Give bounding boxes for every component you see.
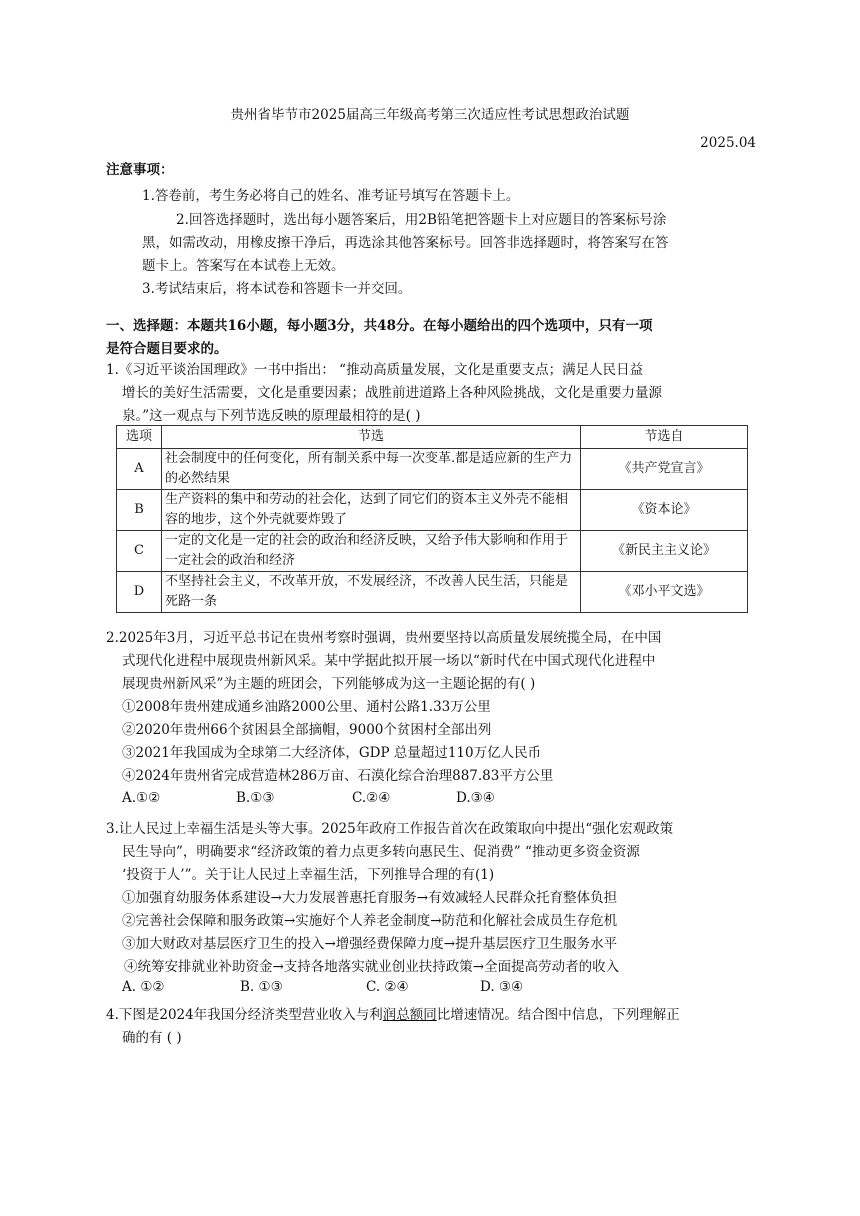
table-row	[117, 490, 748, 531]
q4-line-1	[106, 1003, 680, 1023]
q3-option-a[interactable]: A. ①②	[122, 979, 165, 995]
table-cell-option: D	[117, 572, 162, 613]
q1-line-3: 泉。”这一观点与下列节选反映的原理最相符的是( )	[122, 408, 421, 424]
q2-item-4: ④2024年贵州省完成营造林286万亩、石漠化综合治理887.83平方公里	[122, 768, 554, 784]
section-1-line-2: 是符合题目要求的。	[106, 341, 228, 357]
table-cell-excerpt: 社会制度中的任何变化，所有制关系中每一次变革.都是适应新的生产力的必然结果	[162, 449, 581, 490]
table-cell-source: 《共产党宣言》	[581, 449, 748, 490]
q4-line-1-underlined: 润总额同	[382, 1007, 437, 1023]
q1-excerpt-table	[116, 425, 748, 613]
q4-line-1-text-a: 4.下图是2024年我国分经济类型营业收入与利	[106, 1007, 383, 1023]
q2-line-3: 展现贵州新风采”为主题的班团会，下列能够成为这一主题论据的有( )	[122, 676, 536, 692]
notice-item-2-line-3: 题卡上。答案写在本试卷上无效。	[142, 258, 345, 274]
table-header-excerpt: 节选	[162, 426, 581, 449]
q4-line-1-text-b: 比增速情况。结合图中信息，下列理解正	[436, 1007, 680, 1023]
q2-line-1: 2.2025年3月，习近平总书记在贵州考察时强调，贵州要坚持以高质量发展统揽全局，在中国	[106, 630, 662, 646]
q2-item-1: ①2008年贵州建成通乡油路2000公里、通村公路1.33万公里	[122, 699, 491, 715]
q3-line-3: ‘投资于人’”。关于让人民过上幸福生活，下列推导合理的有(1)	[122, 867, 495, 883]
table-cell-excerpt: 一定的文化是一定的社会的政治和经济反映，又给予伟大影响和作用于一定社会的政治和经济	[162, 531, 581, 572]
q4-line-2: 确的有 ( )	[122, 1030, 182, 1046]
table-cell-option: A	[117, 449, 162, 490]
q2-item-2: ②2020年贵州66个贫困县全部摘帽，9000个贫困村全部出列	[122, 722, 492, 738]
notice-item-2-line-1: 2.回答选择题时，选出每小题答案后，用2B铅笔把答题卡上对应题目的答案标号涂	[176, 212, 667, 228]
q3-option-b[interactable]: B. ①③	[240, 979, 283, 995]
q3-item-3: ③加大财政对基层医疗卫生的投入→增强经费保障力度→提升基层医疗卫生服务水平	[122, 936, 618, 952]
table-cell-option: B	[117, 490, 162, 531]
q3-item-1: ①加强育幼服务体系建设→大力发展普惠托育服务→有效减轻人民群众托育整体负担	[122, 890, 618, 906]
table-row	[117, 449, 748, 490]
q1-line-1: 1.《习近平谈治国理政》一书中指出： “推动高质量发展，文化是重要支点；满足人民日益	[106, 362, 644, 378]
table-cell-source: 《邓小平文选》	[581, 572, 748, 613]
q2-option-a[interactable]: A.①②	[122, 790, 161, 806]
notice-item-2-line-2: 黑，如需改动，用橡皮擦干净后，再选涂其他答案标号。回答非选择题时，将答案写在答	[142, 235, 669, 251]
q3-option-c[interactable]: C. ②④	[366, 979, 409, 995]
q2-option-b[interactable]: B.①③	[236, 790, 275, 806]
table-row	[117, 531, 748, 572]
q3-line-2: 民生导向”，明确要求“经济政策的着力点更多转向惠民生、促消费” “推动更多资金资源	[122, 844, 640, 860]
table-cell-source: 《新民主主义论》	[581, 531, 748, 572]
section-1-line-1: 一、选择题：本题共16小题，每小题3分，共48分。在每小题给出的四个选项中，只有一项	[106, 318, 653, 334]
exam-date: 2025.04	[700, 135, 756, 151]
q3-line-1: 3.让人民过上幸福生活是头等大事。2025年政府工作报告首次在政策取向中提出“强化宏观政策	[106, 821, 674, 837]
q2-line-2: 式现代化进程中展现贵州新风采。某中学据此拟开展一场以“新时代在中国式现代化进程中	[122, 653, 656, 669]
q3-item-2: ②完善社会保障和服务政策→实施好个人养老金制度→防范和化解社会成员生存危机	[122, 913, 618, 929]
table-header-option: 选项	[117, 426, 162, 449]
table-cell-excerpt: 不坚持社会主义，不改革开放，不发展经济，不改善人民生活，只能是死路一条	[162, 572, 581, 613]
q3-item-4: ④统筹安排就业补助资金→支持各地落实就业创业扶持政策→全面提高劳动者的收入	[124, 959, 620, 975]
table-cell-excerpt: 生产资料的集中和劳动的社会化，达到了同它们的资本主义外壳不能相容的地步，这个外壳就要炸毁了	[162, 490, 581, 531]
q3-option-d[interactable]: D. ③④	[480, 979, 524, 995]
q2-option-d[interactable]: D.③④	[456, 790, 495, 806]
table-header-source: 节选自	[581, 426, 748, 449]
notice-heading: 注意事项：	[106, 162, 174, 178]
q1-line-2: 增长的美好生活需要，文化是重要因素；战胜前进道路上各种风险挑战，文化是重要力量源	[122, 385, 662, 401]
notice-item-1: 1.答卷前，考生务必将自己的姓名、准考证号填写在答题卡上。	[142, 188, 520, 204]
table-cell-source: 《资本论》	[581, 490, 748, 531]
q2-option-c[interactable]: C.②④	[352, 790, 391, 806]
table-row	[117, 572, 748, 613]
notice-item-3: 3.考试结束后，将本试卷和答题卡一并交回。	[142, 281, 412, 297]
table-header-row	[117, 426, 748, 449]
table-cell-option: C	[117, 531, 162, 572]
page-title: 贵州省毕节市2025届高三年级高考第三次适应性考试思想政治试题	[230, 107, 630, 123]
q2-item-3: ③2021年我国成为全球第二大经济体，GDP 总量超过110万亿人民币	[122, 745, 542, 761]
